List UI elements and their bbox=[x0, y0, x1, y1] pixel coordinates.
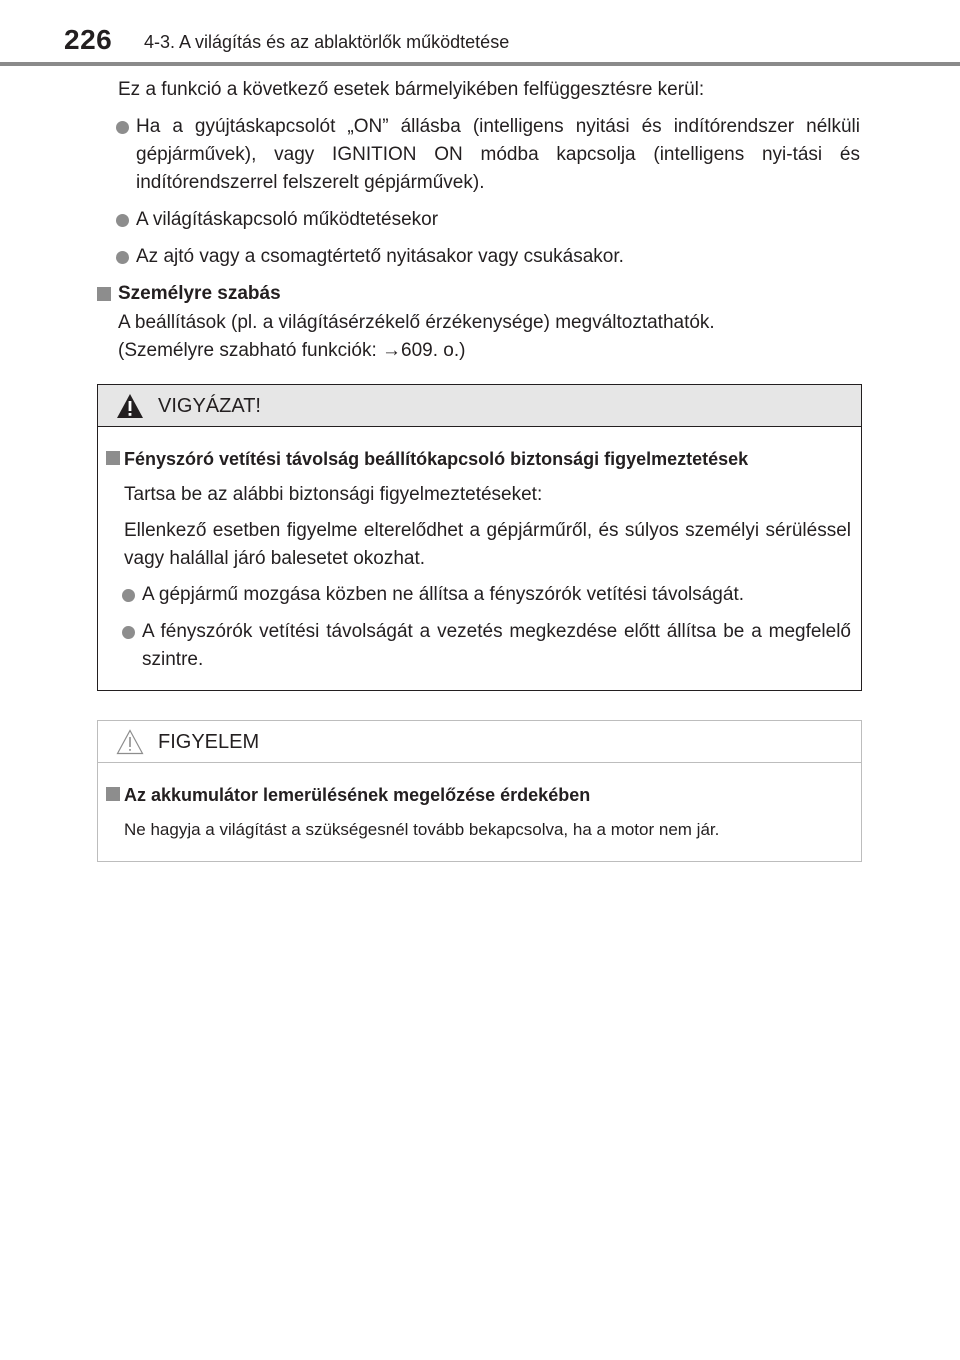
notice-heading-text: Az akkumulátor lemerülésének megelőzése érdekében bbox=[124, 785, 591, 805]
list-item bbox=[118, 243, 860, 271]
notice-box bbox=[97, 720, 862, 862]
notice-text: Ne hagyja a világítást a szükségesnél tovább bekapcsolva, ha a motor nem jár. bbox=[124, 820, 720, 839]
list-item-text: A fényszórók vetítési távolságát a vezetés megkezdése előtt állítsa be a megfelelő szintre. bbox=[142, 621, 851, 670]
caution-title: VIGYÁZAT! bbox=[158, 395, 261, 417]
square-bullet-icon bbox=[106, 451, 120, 465]
customization-line-1: A beállítások (pl. a világításérzékelő érzékenysége) megváltoztathatók. bbox=[118, 312, 715, 333]
main-content bbox=[118, 76, 860, 365]
list-item-text: A világításkapcsoló működtetésekor bbox=[136, 209, 439, 230]
notice-body bbox=[98, 763, 861, 843]
caution-box bbox=[97, 384, 862, 691]
caution-heading-text: Fényszóró vetítési távolság beállítókapcsoló biztonsági figyelmeztetések bbox=[124, 449, 749, 469]
notice-warning-icon bbox=[116, 729, 144, 755]
bullet-dot-icon bbox=[116, 121, 129, 134]
list-item bbox=[118, 206, 860, 234]
customization-line-2: (Személyre szabható funkciók: →609. o.) bbox=[118, 340, 466, 361]
caution-paragraph-2: Ellenkező esetben figyelme elterelődhet a gépjárműről, és súlyos személyi sérüléssel vagy halállal járó balesetet okozhat. bbox=[124, 520, 851, 569]
caution-heading bbox=[124, 445, 851, 473]
page-header bbox=[0, 0, 960, 70]
section-title: 4-3. A világítás és az ablaktörlők működtetése bbox=[144, 32, 510, 52]
list-item bbox=[124, 618, 851, 674]
list-item bbox=[118, 113, 860, 197]
customization-heading-text: Személyre szabás bbox=[118, 283, 281, 304]
caution-body bbox=[98, 427, 861, 674]
bullet-dot-icon bbox=[116, 214, 129, 227]
notice-title: FIGYELEM bbox=[158, 731, 260, 753]
notice-heading bbox=[124, 781, 851, 809]
page-number: 226 bbox=[64, 24, 113, 55]
list-item-text: Az ajtó vagy a csomagtértető nyitásakor vagy csukásakor. bbox=[136, 246, 624, 267]
customization-heading bbox=[118, 280, 860, 308]
header-divider bbox=[0, 62, 960, 66]
list-item-text: Ha a gyújtáskapcsolót „ON” állásba (intelligens nyitási és indítórendszer nélküli gépjárművek), vagy IGNITION ON módba kapcsolja (intelligens nyi-tási és indítórendszerrel felszerelt gépjárművek). bbox=[136, 116, 860, 193]
bullet-dot-icon bbox=[122, 626, 135, 639]
intro-paragraph: Ez a funkció a következő esetek bármelyikében felfüggesztésre kerül: bbox=[118, 79, 705, 100]
caution-title-bar bbox=[98, 385, 861, 427]
square-bullet-icon bbox=[106, 787, 120, 801]
square-bullet-icon bbox=[97, 287, 111, 301]
list-item-text: A gépjármű mozgása közben ne állítsa a fényszórók vetítési távolságát. bbox=[142, 584, 744, 605]
warning-icon bbox=[116, 393, 144, 419]
list-item bbox=[124, 581, 851, 609]
notice-title-bar bbox=[98, 721, 861, 763]
bullet-dot-icon bbox=[116, 251, 129, 264]
bullet-dot-icon bbox=[122, 589, 135, 602]
caution-paragraph-1: Tartsa be az alábbi biztonsági figyelmeztetéseket: bbox=[124, 484, 543, 505]
